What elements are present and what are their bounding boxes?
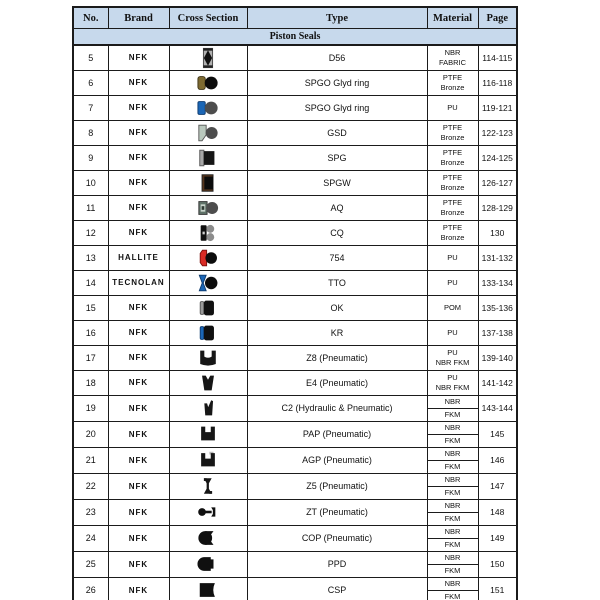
- page-reference: 137-138: [478, 320, 517, 345]
- material-cell: [427, 145, 478, 170]
- page-reference: 141-142: [478, 370, 517, 395]
- material-cell: [427, 499, 478, 525]
- brand-name: NFK: [108, 525, 169, 551]
- cq-seal-icon: [195, 222, 221, 244]
- brand-name: NFK: [108, 473, 169, 499]
- page-reference: 151: [478, 577, 517, 600]
- cross-section-cell: [169, 245, 247, 270]
- cross-section-cell: [169, 447, 247, 473]
- row-number: 24: [73, 525, 108, 551]
- row-number: 26: [73, 577, 108, 600]
- seal-row-24: [73, 525, 517, 551]
- seal-row-23: [73, 499, 517, 525]
- row-number: 6: [73, 70, 108, 95]
- material-line: NBR: [444, 500, 461, 510]
- seal-type: GSD: [247, 120, 427, 145]
- brand-name: NFK: [108, 95, 169, 120]
- seal-type: Z5 (Pneumatic): [247, 473, 427, 499]
- row-number: 14: [73, 270, 108, 295]
- material-line: NBR: [444, 526, 461, 536]
- ok-seal-icon: [195, 297, 221, 319]
- material-line: NBR: [444, 448, 461, 458]
- seal-row-16: [73, 320, 517, 345]
- zt-seal-icon: [195, 501, 221, 523]
- cross-section-cell: [169, 421, 247, 447]
- material-line: PTFE: [442, 122, 463, 132]
- brand-name: NFK: [108, 345, 169, 370]
- brand-name: NFK: [108, 370, 169, 395]
- material-cell: [427, 421, 478, 447]
- seal-row-11: [73, 195, 517, 220]
- seal-row-22: [73, 473, 517, 499]
- brand-name: HALLITE: [108, 245, 169, 270]
- seal-type: SPGO Glyd ring: [247, 70, 427, 95]
- seal-type: E4 (Pneumatic): [247, 370, 427, 395]
- material-cell: [427, 370, 478, 395]
- seal-row-21: [73, 447, 517, 473]
- page-reference: 148: [478, 499, 517, 525]
- column-header-page: Page: [478, 7, 517, 29]
- page-reference: 122-123: [478, 120, 517, 145]
- cross-section-cell: [169, 499, 247, 525]
- row-number: 25: [73, 551, 108, 577]
- piston-seals-table: [72, 6, 518, 600]
- material-line: Bronze: [440, 157, 465, 167]
- page-reference: 124-125: [478, 145, 517, 170]
- seal-row-20: [73, 421, 517, 447]
- seal-type: PAP (Pneumatic): [247, 421, 427, 447]
- cross-section-cell: [169, 295, 247, 320]
- material-line: FKM: [428, 460, 478, 473]
- material-line: FKM: [428, 486, 478, 499]
- material-line: NBR FKM: [435, 357, 470, 367]
- material-cell: [427, 551, 478, 577]
- material-line: PU: [447, 347, 458, 357]
- material-line: Bronze: [440, 207, 465, 217]
- material-line: NBR: [444, 48, 461, 57]
- material-cell: [427, 95, 478, 120]
- e4-seal-icon: [195, 372, 221, 394]
- material-line: PU: [447, 372, 458, 382]
- page-reference: 114-115: [478, 45, 517, 70]
- cross-section-cell: [169, 577, 247, 600]
- brand-name: NFK: [108, 220, 169, 245]
- cross-section-cell: [169, 220, 247, 245]
- cross-section-cell: [169, 195, 247, 220]
- material-line: Bronze: [440, 132, 465, 142]
- material-line: FKM: [428, 408, 478, 421]
- material-line: PU: [447, 327, 458, 337]
- seal-type: OK: [247, 295, 427, 320]
- page-reference: 143-144: [478, 395, 517, 421]
- material-line: FKM: [428, 564, 478, 577]
- material-line: PTFE: [442, 222, 463, 232]
- material-line: PTFE: [442, 172, 463, 182]
- column-header-material: Material: [427, 7, 478, 29]
- cop-seal-icon: [195, 527, 221, 549]
- material-line: Bronze: [440, 82, 465, 92]
- material-cell: [427, 170, 478, 195]
- spgw-seal-icon: [195, 172, 221, 194]
- material-cell: [427, 577, 478, 600]
- seal-type: SPGW: [247, 170, 427, 195]
- brand-name: NFK: [108, 170, 169, 195]
- seal-type: Z8 (Pneumatic): [247, 345, 427, 370]
- seal-row-13: [73, 245, 517, 270]
- cross-section-cell: [169, 370, 247, 395]
- seal-type: PPD: [247, 551, 427, 577]
- seal-type: C2 (Hydraulic & Pneumatic): [247, 395, 427, 421]
- row-number: 15: [73, 295, 108, 320]
- spg-seal-icon: [195, 147, 221, 169]
- spgo-pu-seal-icon: [195, 97, 221, 119]
- seal-row-14: [73, 270, 517, 295]
- cross-section-cell: [169, 45, 247, 70]
- material-cell: [427, 120, 478, 145]
- row-number: 9: [73, 145, 108, 170]
- row-number: 10: [73, 170, 108, 195]
- brand-name: NFK: [108, 447, 169, 473]
- brand-name: NFK: [108, 120, 169, 145]
- seal-row-6: [73, 70, 517, 95]
- page-reference: 119-121: [478, 95, 517, 120]
- seal-row-8: [73, 120, 517, 145]
- seal-row-19: [73, 395, 517, 421]
- material-cell: [427, 45, 478, 70]
- material-line: PTFE: [442, 197, 463, 207]
- material-cell: [427, 395, 478, 421]
- brand-name: NFK: [108, 145, 169, 170]
- aq-seal-icon: [195, 197, 221, 219]
- row-number: 12: [73, 220, 108, 245]
- brand-name: NFK: [108, 45, 169, 70]
- seal-type: SPGO Glyd ring: [247, 95, 427, 120]
- cross-section-cell: [169, 70, 247, 95]
- material-cell: [427, 473, 478, 499]
- seal-row-7: [73, 95, 517, 120]
- seal-type: TTO: [247, 270, 427, 295]
- material-line: FKM: [428, 512, 478, 525]
- material-line: NBR: [444, 578, 461, 588]
- page-reference: 128-129: [478, 195, 517, 220]
- seal-row-26: [73, 577, 517, 600]
- seal-row-9: [73, 145, 517, 170]
- seal-type: CQ: [247, 220, 427, 245]
- brand-name: NFK: [108, 295, 169, 320]
- brand-name: TECNOLAN: [108, 270, 169, 295]
- material-cell: [427, 70, 478, 95]
- material-cell: [427, 525, 478, 551]
- material-line: Bronze: [440, 182, 465, 192]
- material-cell: [427, 270, 478, 295]
- row-number: 17: [73, 345, 108, 370]
- page-reference: 131-132: [478, 245, 517, 270]
- page-reference: 130: [478, 220, 517, 245]
- brand-name: NFK: [108, 499, 169, 525]
- row-number: 22: [73, 473, 108, 499]
- seal-754-icon: [195, 247, 221, 269]
- seal-row-15: [73, 295, 517, 320]
- page-reference: 150: [478, 551, 517, 577]
- material-cell: [427, 345, 478, 370]
- row-number: 20: [73, 421, 108, 447]
- page-reference: 147: [478, 473, 517, 499]
- row-number: 13: [73, 245, 108, 270]
- material-cell: [427, 220, 478, 245]
- row-number: 7: [73, 95, 108, 120]
- material-line: FKM: [428, 434, 478, 447]
- page-reference: 133-134: [478, 270, 517, 295]
- seal-type: AGP (Pneumatic): [247, 447, 427, 473]
- material-line: NBR: [444, 422, 461, 432]
- material-line: NBR FKM: [435, 382, 470, 392]
- cross-section-cell: [169, 120, 247, 145]
- row-number: 19: [73, 395, 108, 421]
- brand-name: NFK: [108, 395, 169, 421]
- row-number: 18: [73, 370, 108, 395]
- row-number: 5: [73, 45, 108, 70]
- cross-section-cell: [169, 170, 247, 195]
- material-cell: [427, 295, 478, 320]
- cross-section-cell: [169, 395, 247, 421]
- material-line: NBR: [444, 396, 461, 406]
- row-number: 16: [73, 320, 108, 345]
- material-cell: [427, 320, 478, 345]
- seal-row-12: [73, 220, 517, 245]
- brand-name: NFK: [108, 551, 169, 577]
- material-line: PTFE: [442, 147, 463, 157]
- material-line: PU: [447, 102, 458, 112]
- material-line: Bronze: [440, 232, 465, 242]
- brand-name: NFK: [108, 70, 169, 95]
- seal-row-18: [73, 370, 517, 395]
- brand-name: NFK: [108, 577, 169, 600]
- d56-seal-icon: [195, 47, 221, 69]
- table-header-row: [73, 7, 517, 29]
- tto-seal-icon: [195, 272, 221, 294]
- seal-type: CSP: [247, 577, 427, 600]
- z8-seal-icon: [195, 347, 221, 369]
- cross-section-cell: [169, 270, 247, 295]
- csp-seal-icon: [195, 579, 221, 600]
- material-line: PTFE: [442, 72, 463, 82]
- cross-section-cell: [169, 320, 247, 345]
- brand-name: NFK: [108, 421, 169, 447]
- cross-section-cell: [169, 551, 247, 577]
- material-cell: [427, 447, 478, 473]
- section-title: Piston Seals: [73, 29, 517, 46]
- spgo-bronze-seal-icon: [195, 72, 221, 94]
- material-line: PU: [447, 277, 458, 287]
- cross-section-cell: [169, 145, 247, 170]
- column-header-cross-section: Cross Section: [169, 7, 247, 29]
- gsd-seal-icon: [195, 122, 221, 144]
- material-line: NBR: [444, 474, 461, 484]
- material-cell: [427, 245, 478, 270]
- page-reference: 126-127: [478, 170, 517, 195]
- page-reference: 135-136: [478, 295, 517, 320]
- material-line: FABRIC: [438, 57, 467, 67]
- material-line: FKM: [428, 590, 478, 600]
- material-cell: [427, 195, 478, 220]
- cross-section-cell: [169, 345, 247, 370]
- material-line: NBR: [444, 552, 461, 562]
- material-line: PU: [447, 252, 458, 262]
- seal-type: D56: [247, 45, 427, 70]
- page-reference: 145: [478, 421, 517, 447]
- seal-row-25: [73, 551, 517, 577]
- cross-section-cell: [169, 525, 247, 551]
- row-number: 23: [73, 499, 108, 525]
- c2-seal-icon: [195, 397, 221, 419]
- row-number: 11: [73, 195, 108, 220]
- z5-seal-icon: [195, 475, 221, 497]
- seal-type: AQ: [247, 195, 427, 220]
- brand-name: NFK: [108, 320, 169, 345]
- brand-name: NFK: [108, 195, 169, 220]
- seal-row-17: [73, 345, 517, 370]
- seal-type: ZT (Pneumatic): [247, 499, 427, 525]
- seal-type: KR: [247, 320, 427, 345]
- page-reference: 139-140: [478, 345, 517, 370]
- agp-seal-icon: [195, 449, 221, 471]
- row-number: 8: [73, 120, 108, 145]
- seal-type: SPG: [247, 145, 427, 170]
- seal-type: COP (Pneumatic): [247, 525, 427, 551]
- column-header-type: Type: [247, 7, 427, 29]
- page-reference: 149: [478, 525, 517, 551]
- cross-section-cell: [169, 95, 247, 120]
- material-line: POM: [443, 302, 462, 312]
- ppd-seal-icon: [195, 553, 221, 575]
- page-reference: 146: [478, 447, 517, 473]
- section-title-row: [73, 29, 517, 46]
- kr-seal-icon: [195, 322, 221, 344]
- row-number: 21: [73, 447, 108, 473]
- material-line: FKM: [428, 538, 478, 551]
- cross-section-cell: [169, 473, 247, 499]
- seal-row-10: [73, 170, 517, 195]
- page-reference: 116-118: [478, 70, 517, 95]
- seal-row-5: [73, 45, 517, 70]
- column-header-no: No.: [73, 7, 108, 29]
- seal-type: 754: [247, 245, 427, 270]
- column-header-brand: Brand: [108, 7, 169, 29]
- pap-seal-icon: [195, 423, 221, 445]
